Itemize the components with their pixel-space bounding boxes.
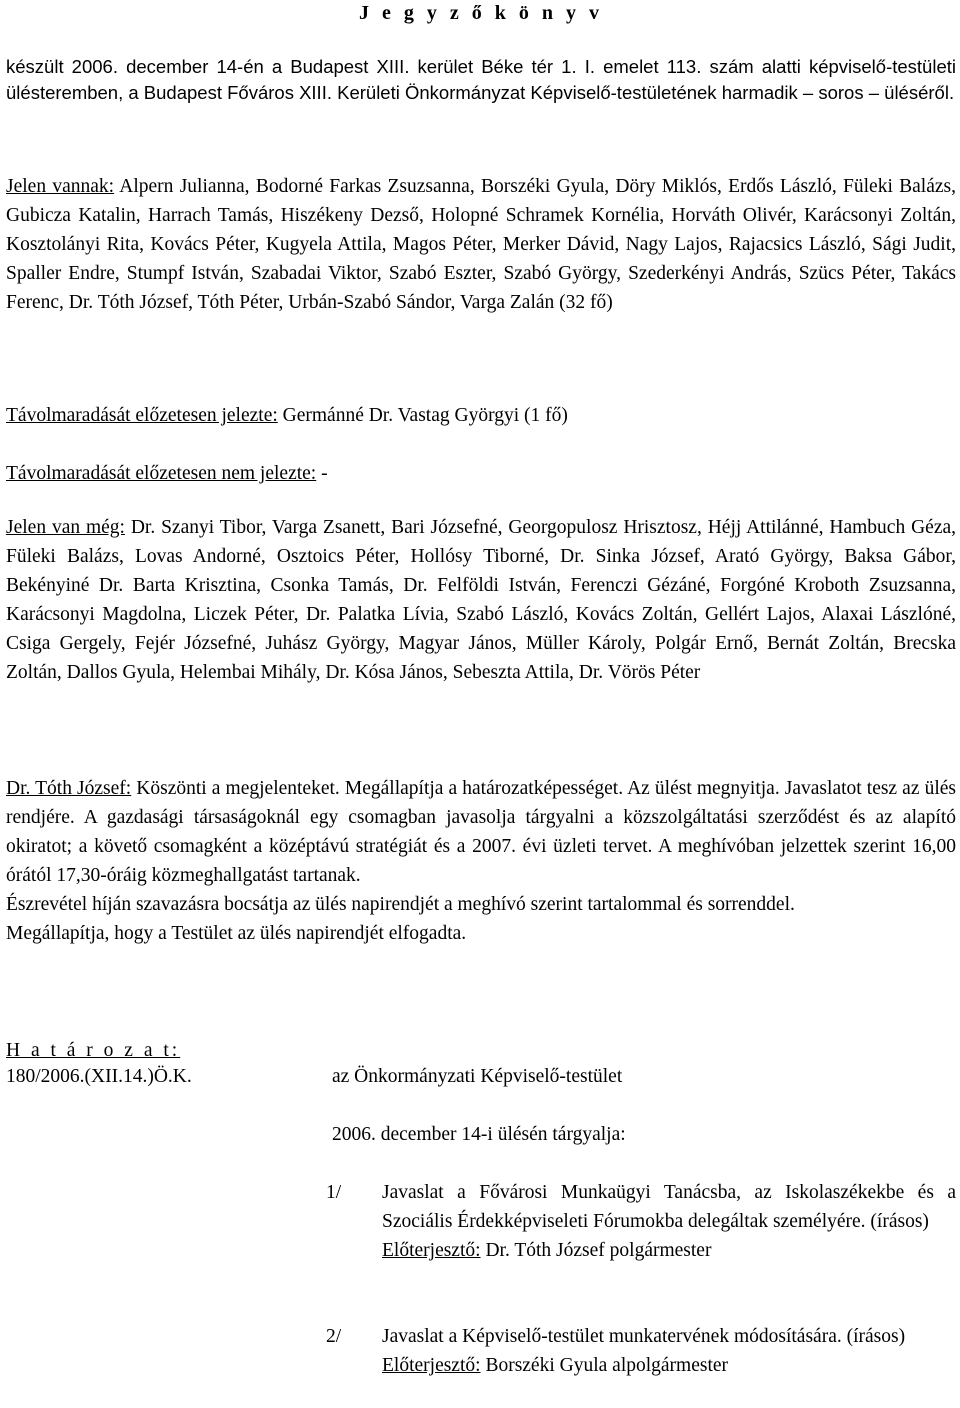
presenter-name: Borszéki Gyula alpolgármester — [480, 1355, 729, 1376]
absent-not-notified — [6, 459, 956, 488]
chair-paragraph-1: Köszönti a megjelenteket. Megállapítja a határozatképességet. Az ülést megnyitja. Javaslatot tesz az ülés rendjére. A gazdasági társaságoknál egy csomagban javasolja tárgyalni a közszolgáltatási szerződést és az alapító okiratot; a követő csomagként a középtávú stratégiát és a 2007. évi üzleti tervet. A meghívóban jelzettek szerint 16,00 órától 17,30-óráig közmeghallgatást tartanak. — [6, 778, 956, 886]
chair-statement — [6, 774, 956, 948]
intro-paragraph: készült 2006. december 14-én a Budapest XIII. kerület Béke tér 1. I. emelet 113. szám alatti képviselő-testületi ülésteremben, a Budapest Főváros XIII. Kerületi Önkormányzat Képviselő-testületének harmadik – soros – üléséről. — [6, 56, 956, 103]
agenda-item-number: 2/ — [326, 1326, 342, 1347]
also-present-label: Jelen van még: — [6, 517, 125, 538]
absent-notified-list: Germánné Dr. Vastag Györgyi (1 fő) — [277, 405, 568, 426]
absent-not-notified-list: - — [316, 463, 328, 484]
absent-notified — [6, 401, 956, 430]
presenter-name: Dr. Tóth József polgármester — [480, 1240, 712, 1261]
agenda-item-number: 1/ — [326, 1182, 342, 1203]
resolution-number: 180/2006.(XII.14.)Ö.K. — [6, 1066, 192, 1087]
present-list: Alpern Julianna, Bodorné Farkas Zsuzsanna, Borszéki Gyula, Döry Miklós, Erdős László, Füleki Balázs, Gubicza Katalin, Harrach Tamás, Hiszékeny Dezső, Holopné Schramek Kornélia, Horváth Olivér, Karácsonyi Zoltán, Kosztolányi Rita, Kovács Péter, Kugyela Attila, Magos Péter, Merker Dávid, Nagy Lajos, Rajacsics László, Sági Judit, Spaller Endre, Stumpf István, Szabadai Viktor, Szabó Eszter, Szabó György, Szederkényi András, Szücs Péter, Takács Ferenc, Dr. Tóth József, Tóth Péter, Urbán-Szabó Sándor, Varga Zalán (32 fő) — [6, 176, 956, 313]
chair-paragraph-2: Észrevétel híján szavazásra bocsátja az ülés napirendjét a meghívó szerint tartalommal és sorrenddel. — [6, 894, 795, 915]
agenda-item-presenter — [382, 1236, 956, 1265]
present-label: Jelen vannak: — [6, 176, 115, 197]
agenda-item-presenter — [382, 1351, 956, 1380]
chair-paragraph-3: Megállapítja, hogy a Testület az ülés napirendjét elfogadta. — [6, 923, 467, 944]
absent-notified-label: Távolmaradását előzetesen jelezte: — [6, 405, 278, 426]
document-title: J e g y z ő k ö n y v — [359, 2, 603, 24]
resolution-heading: H a t á r o z a t: — [6, 1040, 181, 1061]
absent-not-notified-label: Távolmaradását előzetesen nem jelezte: — [6, 463, 317, 484]
presenter-label: Előterjesztő: — [382, 1240, 481, 1261]
resolution-body: az Önkormányzati Képviselő-testület — [332, 1066, 623, 1087]
chair-label: Dr. Tóth József: — [6, 778, 132, 799]
agenda-item-text: Javaslat a Fővárosi Munkaügyi Tanácsba, az Iskolaszékekbe és a Szociális Érdekképviseleti Fórumokba delegáltak személyére. (írásos) — [382, 1182, 956, 1232]
resolution-session: 2006. december 14-i ülésén tárgyalja: — [332, 1124, 626, 1145]
agenda-item-text-block — [382, 1322, 956, 1380]
agenda-item-text-block — [382, 1178, 956, 1265]
also-present — [6, 513, 956, 687]
also-present-list: Dr. Szanyi Tibor, Varga Zsanett, Bari Józsefné, Georgopulosz Hrisztosz, Héjj Attilánné, Hambuch Géza, Füleki Balázs, Lovas Andorné, Osztoics Péter, Hollósy Tiborné, Dr. Sinka József, Arató György, Baksa Gábor, Bekényiné Dr. Barta Krisztina, Csonka Tamás, Dr. Felföldi István, Ferenczi Gézáné, Forgóné Kroboth Zsuzsanna, Karácsonyi Magdolna, Liczek Péter, Dr. Palatka Lívia, Szabó László, Kovács Zoltán, Gellért Lajos, Alaxai Lászlóné, Csiga Gergely, Fejér Józsefné, Juhász György, Magyar János, Müller Károly, Polgár Ernő, Bernát Zoltán, Brecska Zoltán, Dallos Gyula, Helembai Mihály, Dr. Kósa János, Sebeszta Attila, Dr. Vörös Péter — [6, 517, 956, 683]
presenter-label: Előterjesztő: — [382, 1355, 481, 1376]
agenda-item-text: Javaslat a Képviselő-testület munkatervének módosítására. (írásos) — [382, 1326, 906, 1347]
present-members — [6, 172, 956, 317]
